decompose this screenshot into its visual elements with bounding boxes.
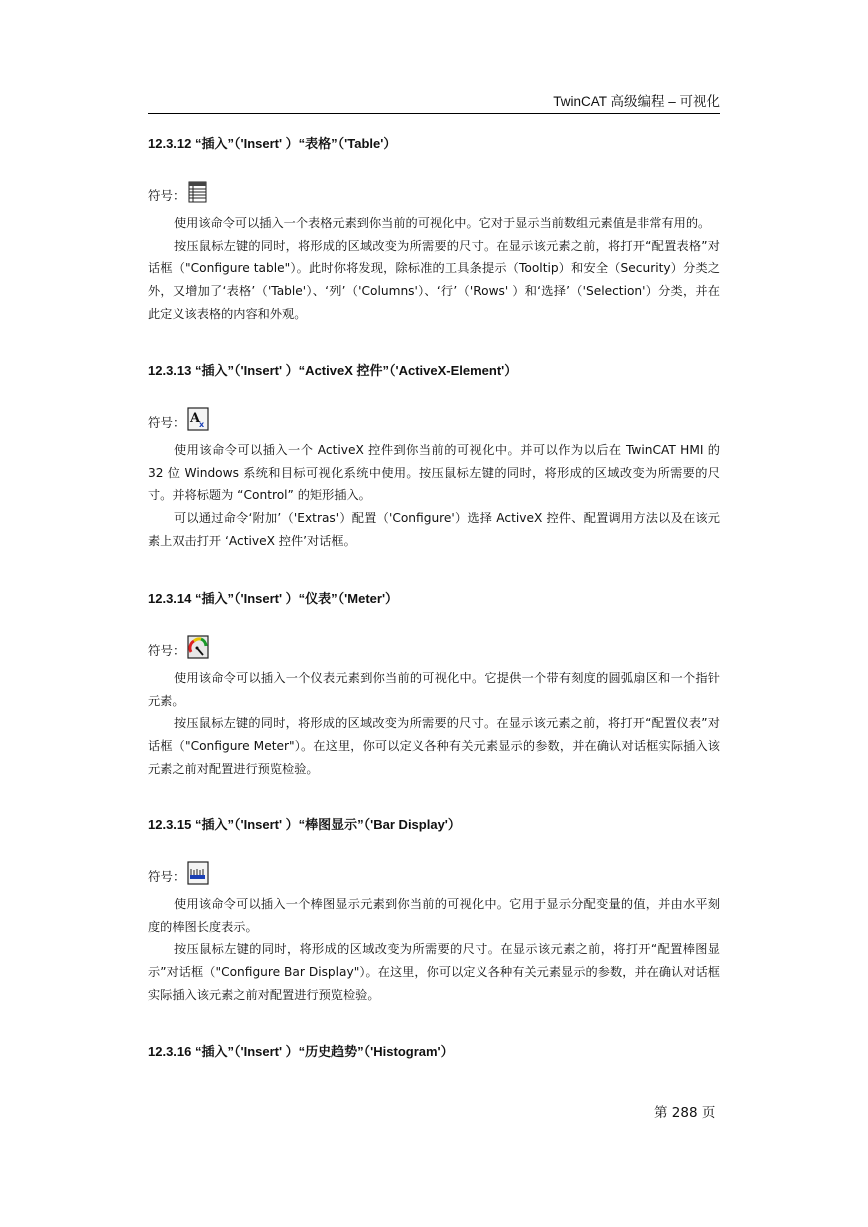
section-table <box>148 134 720 324</box>
svg-text:A: A <box>189 411 200 426</box>
section-body <box>148 439 720 553</box>
paragraph: 可以通过命令‘附加’（'Extras'）配置（'Configure'）选择 ActiveX 控件、配置调用方法以及在该元素上双击打开 ‘ActiveX 控件’对话框。 <box>148 511 720 548</box>
page-number: 第 288 页 <box>654 1105 716 1121</box>
table-icon <box>187 180 209 204</box>
section-body <box>148 893 720 1007</box>
paragraph: 按压鼠标左键的同时，将形成的区域改变为所需要的尺寸。在显示该元素之前，将打开“配置仪表”对话框（"Configure Meter"）。在这里，你可以定义各种有关元素显示的参数，并在确认对话框实际插入该元素之前对配置进行预览检验。 <box>148 716 720 776</box>
symbol-row <box>148 857 209 885</box>
paragraph: 按压鼠标左键的同时，将形成的区域改变为所需要的尺寸。在显示该元素之前，将打开“配置棒图显示”对话框（"Configure Bar Display"）。在这里，你可以定义各种有关元素显示的参数，并在确认对话框实际插入该元素之前对配置进行预览检验。 <box>148 942 720 1002</box>
svg-text:x: x <box>198 420 204 429</box>
paragraph: 使用该命令可以插入一个棒图显示元素到你当前的可视化中。它用于显示分配变量的值，并由水平刻度的棒图长度表示。 <box>148 897 720 934</box>
section-meter <box>148 589 720 779</box>
section-heading: 12.3.15 “插入”（'Insert' ）“棒图显示”（'Bar Display'） <box>148 817 461 832</box>
section-heading: 12.3.14 “插入”（'Insert' ）“仪表”（'Meter'） <box>148 591 399 606</box>
symbol-row <box>148 403 209 431</box>
section-heading: 12.3.13 “插入”（'Insert' ）“ActiveX 控件”（'ActiveX-Element'） <box>148 363 518 378</box>
symbol-row <box>148 176 209 204</box>
section-body <box>148 212 720 326</box>
paragraph: 使用该命令可以插入一个 ActiveX 控件到你当前的可视化中。并可以作为以后在 TwinCAT HMI 的 32 位 Windows 系统和目标可视化系统中使用。按压鼠标左键的同时，将形成的区域改变为所需要的尺寸。并将标题为 “Control” 的矩形插入。 <box>148 443 720 503</box>
section-body <box>148 667 720 781</box>
section-heading: 12.3.12 “插入”（'Insert' ）“表格”（'Table'） <box>148 136 397 151</box>
page-header <box>148 93 720 114</box>
symbol-row <box>148 631 209 659</box>
bar-display-icon <box>187 861 209 885</box>
symbol-label: 符号： <box>148 188 186 203</box>
symbol-label: 符号： <box>148 643 186 658</box>
header-text: TwinCAT 高级编程 – 可视化 <box>553 94 720 109</box>
activex-icon <box>187 407 209 431</box>
meter-icon <box>187 635 209 659</box>
paragraph: 使用该命令可以插入一个表格元素到你当前的可视化中。它对于显示当前数组元素值是非常有用的。 <box>174 216 711 230</box>
section-heading: 12.3.16 “插入”（'Insert' ）“历史趋势”（'Histogram'） <box>148 1044 454 1059</box>
paragraph: 按压鼠标左键的同时，将形成的区域改变为所需要的尺寸。在显示该元素之前，将打开“配置表格”对话框（"Configure table"）。此时你将发现，除标准的工具条提示（Tooltip）和安全（Security）分类之外，又增加了‘表格’（'Table'）、‘列’（'Columns'）、‘行’（'Rows' ）和‘选择’（'Selection'）分类，并在此定义该表格的内容和外观。 <box>148 238 720 321</box>
symbol-label: 符号： <box>148 415 186 430</box>
section-bar-display <box>148 815 720 1005</box>
symbol-label: 符号： <box>148 869 186 884</box>
paragraph: 使用该命令可以插入一个仪表元素到你当前的可视化中。它提供一个带有刻度的圆弧扇区和一个指针元素。 <box>148 671 720 708</box>
section-histogram <box>148 1042 720 1066</box>
section-activex <box>148 361 720 551</box>
